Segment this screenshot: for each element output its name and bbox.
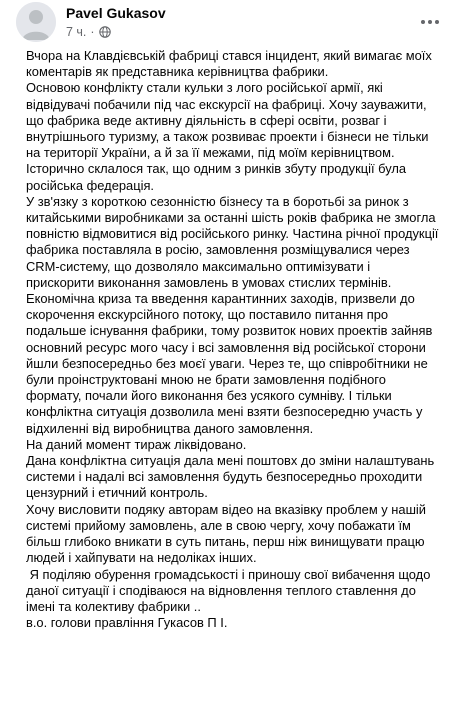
- author-name[interactable]: Pavel Gukasov: [66, 5, 166, 21]
- avatar[interactable]: [16, 2, 56, 42]
- post-time[interactable]: 7 ч.: [66, 25, 87, 39]
- post-paragraph: Хочу висловити подяку авторам відео на вказівку проблем у нашій системі прийому замовлень, але в свою чергу, хочу побажати їм більш глибоко вникати в суть питань, перш ніж винищувати працю людей і хайпувати на недоліках інших.: [26, 501, 430, 566]
- post-text: [12, 48, 448, 631]
- post-paragraph: Я поділяю обурення громадськості і приношу свої вибачення щодо даної ситуації і сподіваюся на відновлення теплого ставлення до імені та колективу фабрики ..: [26, 566, 434, 614]
- post-paragraph: Дана конфліктна ситуація дала мені поштовх до зміни налаштувань системи і надалі всі замовлення будуть безпосередньо проходити цензурний і етичний контроль.: [26, 453, 438, 501]
- post-paragraph: У зв'язку з короткою сезонністю бізнесу та в боротьбі за ринок з китайськими виробниками за останні шість років фабрика не змогла повністю відмовитися від російського ринку. Частина річної продукції фабрика поставляла в росію, замовлення розміщувалися через CRM-систему, що дозволяло максимально оптимізувати і прискорити виконання замовлень в умовах стислих термінів.: [26, 193, 442, 290]
- post-header: [12, 0, 448, 46]
- avatar-placeholder-icon: [16, 2, 56, 42]
- post-signature: в.о. голови правління Гукасов П І.: [26, 615, 228, 631]
- meta-separator: ·: [90, 25, 95, 39]
- post-paragraph: Економічна криза та введення карантинних заходів, призвели до скорочення екскурсійного потоку, що поставило питання про подальше існування фабрики, тому розвиток нових проектів зайняв основний ресурс мого часу і всі замовлення від російської сторони йшли безпосередньо без моєї уваги. Через те, що співробітники не були проінструктовані мною не брати замовлення подібного формату, почали його виконання без усякого сумніву. І тільки конфліктна ситуація дозволила мені взяти безпосередню участь у відхиленні від виробництва даного замовлення.: [26, 291, 436, 436]
- post-paragraph: Вчора на Клавдієвській фабриці стався інцидент, який вимагає моїх коментарів як представника керівництва фабрики.: [26, 48, 436, 80]
- globe-icon[interactable]: [99, 26, 111, 38]
- post-paragraph: На даний момент тираж ліквідовано.: [26, 436, 247, 452]
- more-options-icon: [420, 19, 440, 25]
- more-options-button[interactable]: [418, 10, 442, 34]
- post-meta: [66, 24, 111, 40]
- post-paragraph: Основою конфлікту стали кульки з лого російської армії, які відвідувачі побачили під час екскурсії на фабриці. Хочу зауважити, що фабрика веде активну діяльність в сфері освіти, розваг і внутрішнього туризму, а також розвиває проекти і бізнеси не тільки на території України, а й за її межами, під моїм керівництвом. Історично склалося так, що одним з ринків збуту продукції була російська федерація.: [26, 80, 433, 193]
